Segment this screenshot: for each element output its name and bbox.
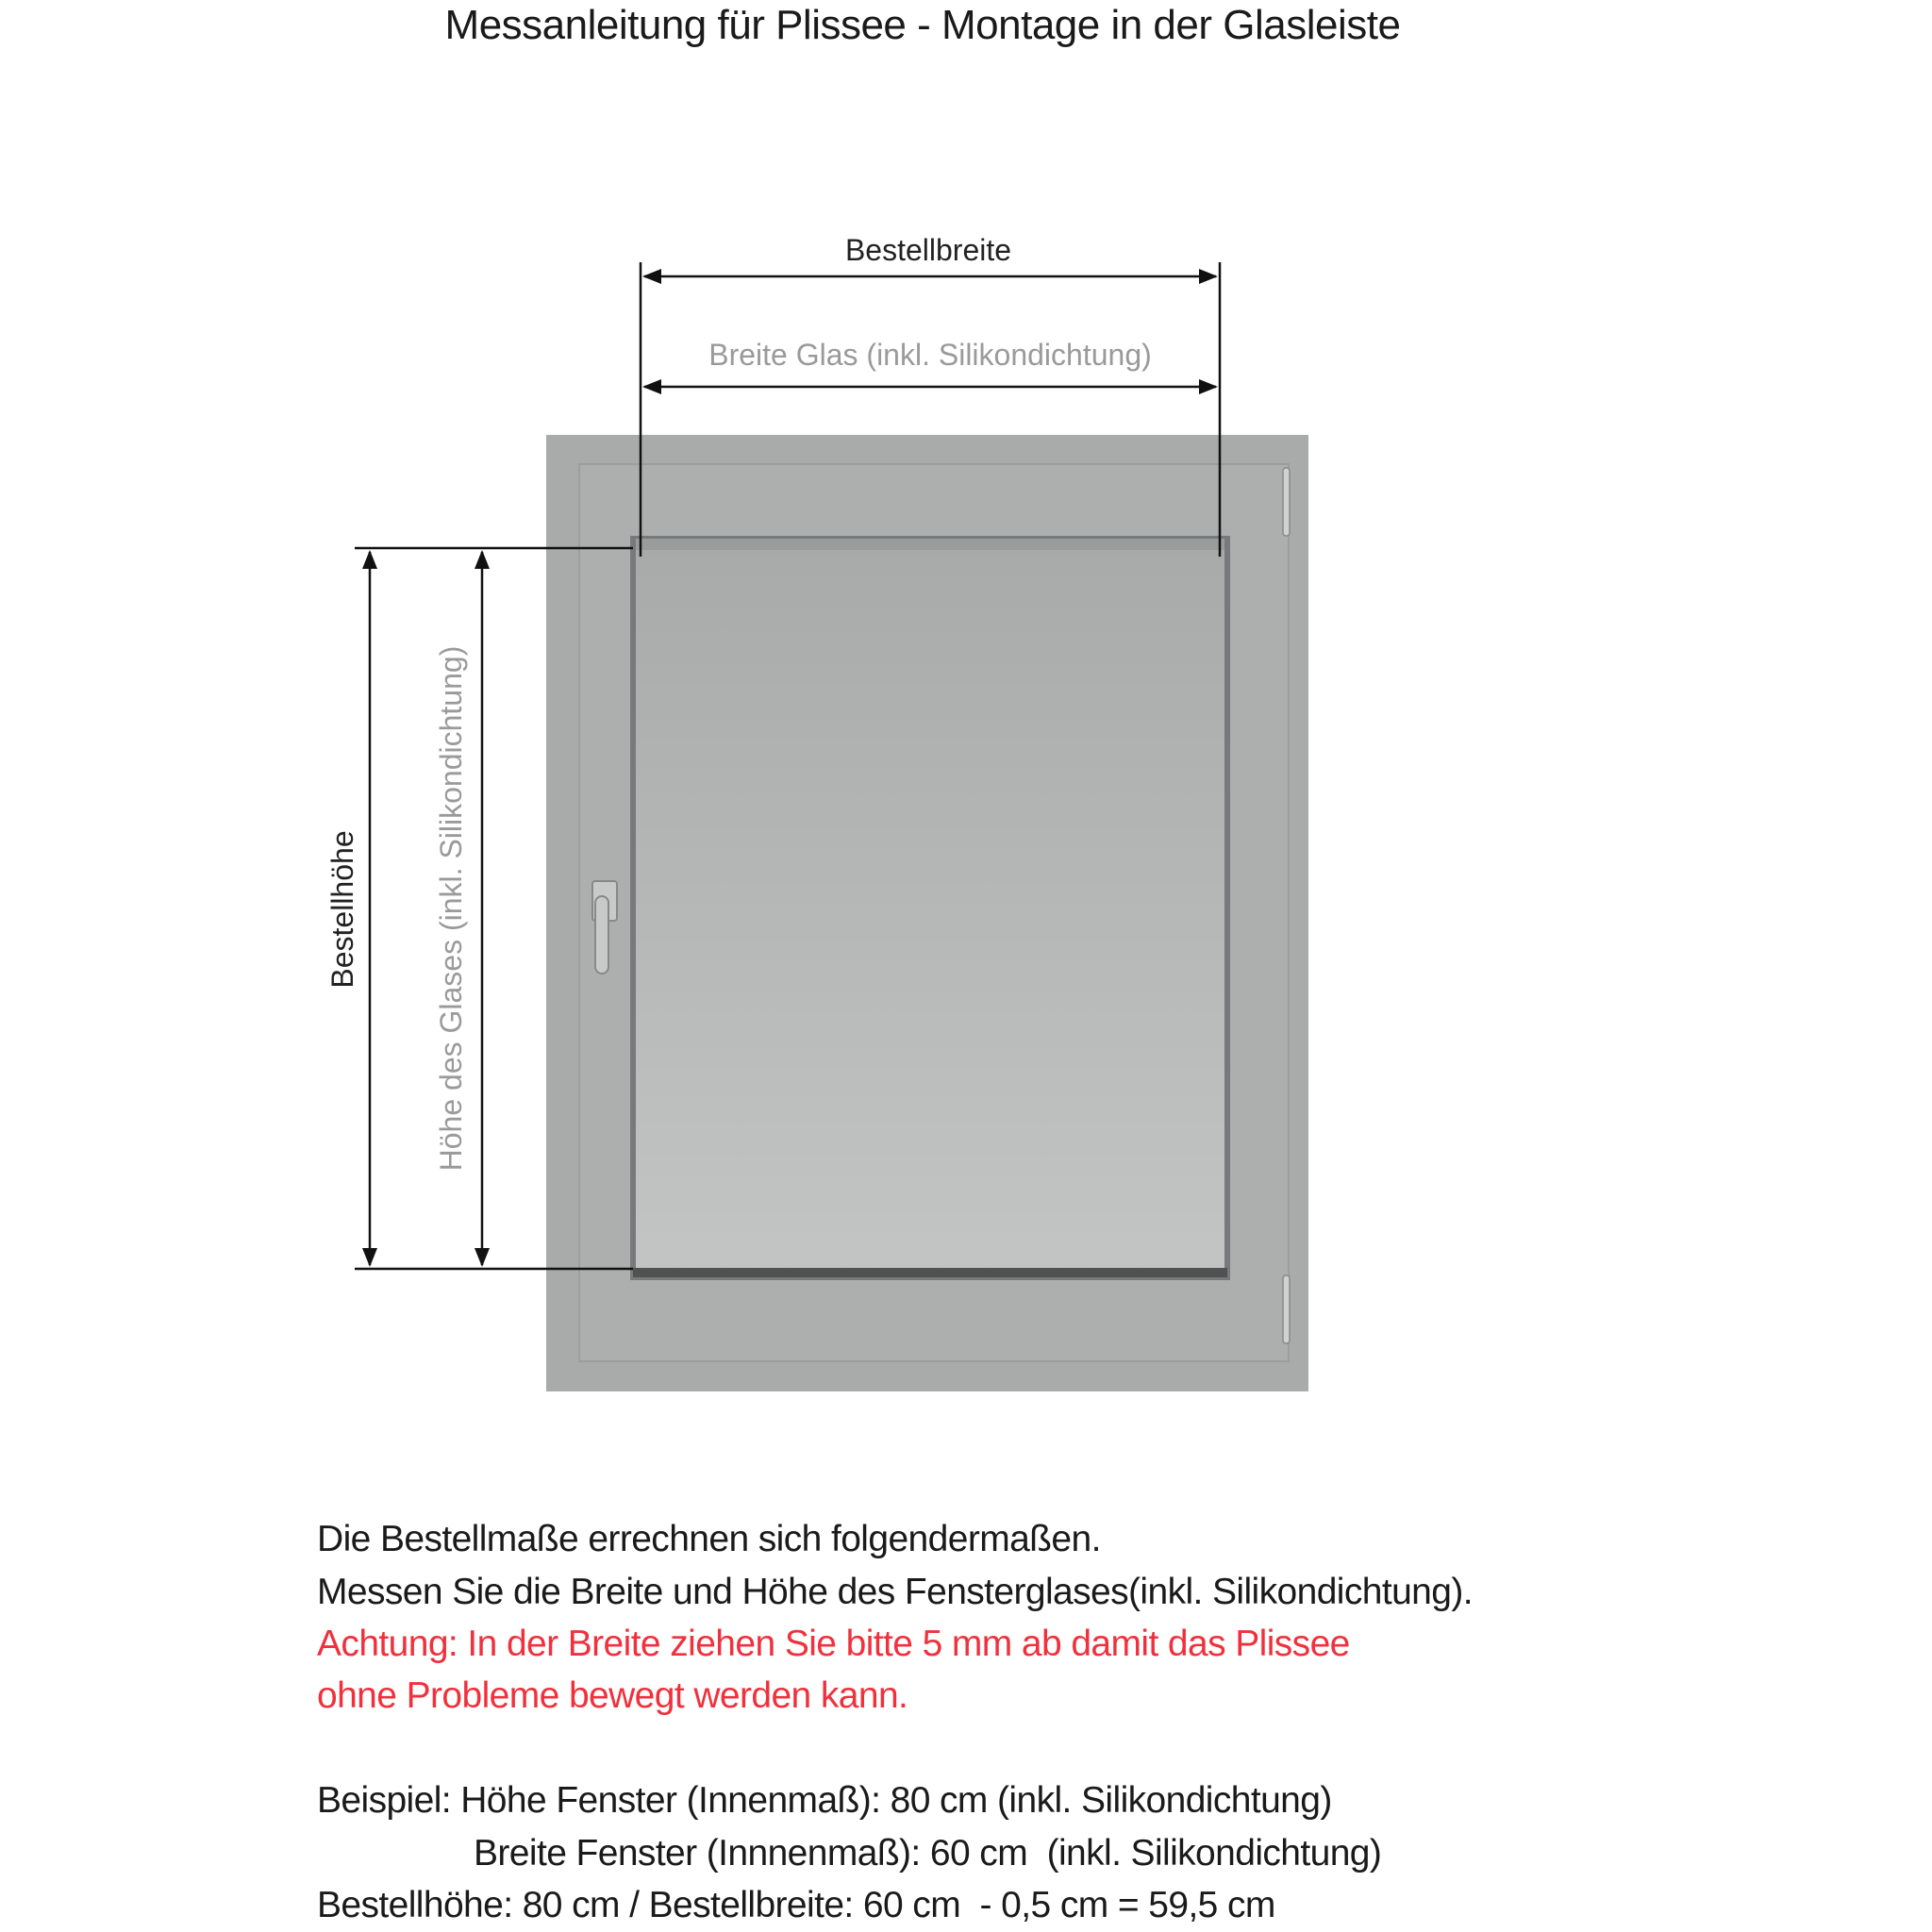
- warning-line-1: Achtung: In der Breite ziehen Sie bitte 5 mm ab damit das Plissee: [317, 1624, 1350, 1664]
- warning-line-2: ohne Probleme bewegt werden kann.: [317, 1675, 908, 1716]
- instruction-line-2: Messen Sie die Breite und Höhe des Fensterglases(inkl. Silikondichtung).: [317, 1572, 1473, 1612]
- order-height-label: Bestellhöhe: [325, 830, 359, 989]
- glass-height-label: Höhe des Glases (inkl. Silikondichtung): [434, 645, 468, 1172]
- instruction-line-1: Die Bestellmaße errechnen sich folgendermaßen.: [317, 1519, 1101, 1559]
- example-line-2: Breite Fenster (Innnenmaß): 60 cm (inkl. Silikondichtung): [474, 1833, 1382, 1874]
- glass-top-bead: [636, 539, 1224, 550]
- window-illustration: [546, 435, 1308, 1391]
- glass-width-label: Breite Glas (inkl. Silikondichtung): [708, 338, 1152, 372]
- order-width-label: Bestellbreite: [844, 233, 1012, 267]
- example-line-3: Bestellhöhe: 80 cm / Bestellbreite: 60 cm - 0,5 cm = 59,5 cm: [317, 1885, 1275, 1925]
- hinge-bottom-icon: [1283, 1275, 1290, 1343]
- window-glass: [633, 539, 1227, 1277]
- hinge-top-icon: [1283, 468, 1290, 536]
- example-line-1: Beispiel: Höhe Fenster (Innenmaß): 80 cm (inkl. Silikondichtung): [317, 1780, 1332, 1821]
- page-title: Messanleitung für Plissee - Montage in der Glasleiste: [444, 2, 1401, 48]
- glass-bottom-bead: [633, 1268, 1227, 1277]
